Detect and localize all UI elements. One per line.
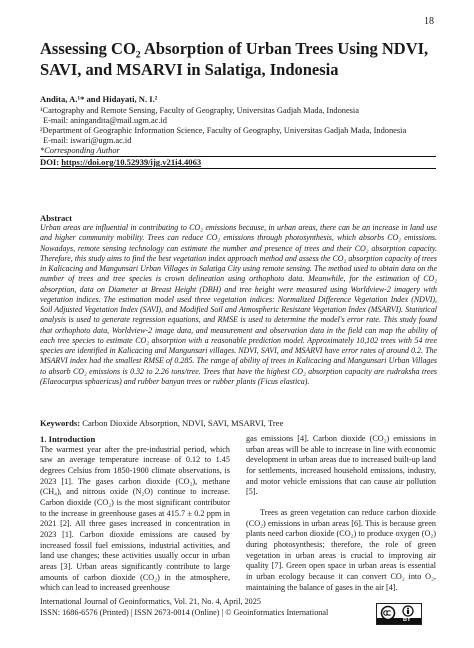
- title-line-1: Assessing CO₂ Absorption of Urban Trees Using NDVI,: [40, 39, 429, 58]
- left-column: [40, 434, 230, 594]
- license-badge-label: BY: [403, 617, 411, 623]
- keywords-label: Keywords:: [40, 418, 81, 428]
- creative-commons-license-badge[interactable]: [376, 603, 422, 625]
- journal-citation: International Journal of Geoinformatics, Vol. 21, No. 4, April, 2025: [40, 597, 261, 606]
- cc-by-icon: [377, 604, 421, 624]
- abstract-heading: Abstract: [40, 213, 72, 223]
- affiliation-2-email: E-mail: iswari@ugm.ac.id: [43, 136, 132, 145]
- affiliation-1-email: E-mail: aningandita@mail.ugm.ac.id: [43, 116, 167, 125]
- introduction-heading: 1. Introduction: [40, 434, 96, 444]
- intro-paragraph-2: Trees as green vegetation can reduce carbon dioxide (CO₂) emissions in urban areas [6]. This is because green plants need carbon dioxide (CO₂) to produce oxygen (O₂) during photosynthesis; therefore, the role of green vegetation in urban areas is crucial to improving air quality [7]. Green open space in urban areas is essential in urban ecology because it can convert CO₂ into O₂, maintaining the balance of gases in the air [4].: [246, 507, 436, 592]
- intro-paragraph-1: The warmest year after the pre-industrial period, which saw an average temperature increase of 0.12 to 1.45 degrees Celsius from 1850-1900 climate observations, is 2023 [1]. The gases carbon dioxide (CO₂), methane (CH₄), and nitrous oxide (N₂O) continue to increase. Carbon dioxide (CO₂) is the most significant contributor to the increase in greenhouse gases at 415.7 ± 0.2 ppm in 2021 [2]. All three gases increased in concentration in 2023 [1]. Carbon dioxide emissions are caused by increased fossil fuel emissions, industrial activities, and land use changes; these activities usually occur in urban areas [3]. Urban areas significantly contribute to large amounts of carbon dioxide (CO₂) in the atmosphere, which can lead to increased greenhouse: [40, 444, 230, 593]
- page-number: 18: [424, 16, 434, 27]
- title-line-2: SAVI, and MSARVI in Salatiga, Indonesia: [40, 60, 339, 79]
- paper-title: [40, 38, 440, 80]
- issn-line: ISSN: 1686-6576 (Printed) | ISSN 2673-0014 (Online) | © Geoinformatics International: [40, 608, 329, 617]
- affiliation-2: ²Department of Geographic Information Science, Faculty of Geography, Universitas Gadjah Mada, Indonesia: [40, 126, 407, 135]
- keywords-line: [40, 418, 283, 428]
- doi-link[interactable]: https://doi.org/10.52939/ijg.v21i4.4063: [61, 157, 202, 167]
- affiliation-1: ¹Cartography and Remote Sensing, Faculty of Geography, Universitas Gadjah Mada, Indonesia: [40, 106, 359, 115]
- keywords-list: Carbon Dioxide Absorption, NDVI, SAVI, MSARVI, Tree: [82, 418, 284, 428]
- doi-label: DOI:: [40, 157, 60, 167]
- authors: Andita, A.¹* and Hidayati, N. I.²: [40, 94, 158, 104]
- doi-line: [40, 157, 201, 167]
- right-column: [246, 434, 436, 593]
- abstract-text: Urban areas are influential in contributing to CO₂ emissions because, in urban areas, there can be an increase in land use and higher community mobility. Trees can reduce CO₂ emissions through photosynthesis, which absorbs CO₂ emissions. Nowadays, remote sensing technology can estimate the number and presence of trees and their CO₂ absorption capacity. Therefore, this study aims to find the best vegetation index approach method and assess the CO₂ absorption capacity of trees in Kalicacing and Mangunsari Urban Villages in Salatiga City using remote sensing. The method used to obtain data on the number of trees and tree species is crown delineation using orthophoto data. Meanwhile, for the estimation of CO₂ absorption, data on Diameter at Breast Height (DBH) and tree height were measured using Worldview-2 imagery with vegetation indices. The estimation model used three vegetation indices: Normalized Difference Vegetation Index (NDVI), Soil Adjusted Vegetation Index (SAVI), and Modified Soil and Atmospheric Resistant Vegetation Index (MSARVI). Statistical analysis is used to generate regression equations, and RMSE is used to determine the model's error rate. This study found that orthophoto data, Worldview-2 image data, and measurement and observation data in the field can map the ability of each tree species to estimate CO₂ absorption with a reasonable prediction model. Approximately 10,102 trees with 54 tree species are identified in Kalicacing and Mangunsari villages. NDVI, SAVI, and MSARVI have error rates of around 0.2. The MSARVI index had the smallest RMSE of 0.285. The range of ability of trees in Kalicacing and Mangunsari Urban Villages to absorb CO₂ emissions is 0.32 to 2.26 tons/tree. Trees that have the highest CO₂ absorption capacity are rudraksha trees (Elaeocarpus sphaericus) and rubber banyan trees or rubber plants (Ficus elastica).: [40, 223, 437, 386]
- doi-bottom-rule: [40, 168, 436, 169]
- intro-paragraph-1-continued: gas emissions [4]. Carbon dioxide (CO₂) emissions in urban areas will be able to increase in line with economic development in urban areas due to increased built-up land for settlements, increased household emissions, industry, and motor vehicle emissions that can cause air pollution [5].: [246, 434, 436, 497]
- corresponding-author-note: *Corresponding Author: [40, 146, 120, 155]
